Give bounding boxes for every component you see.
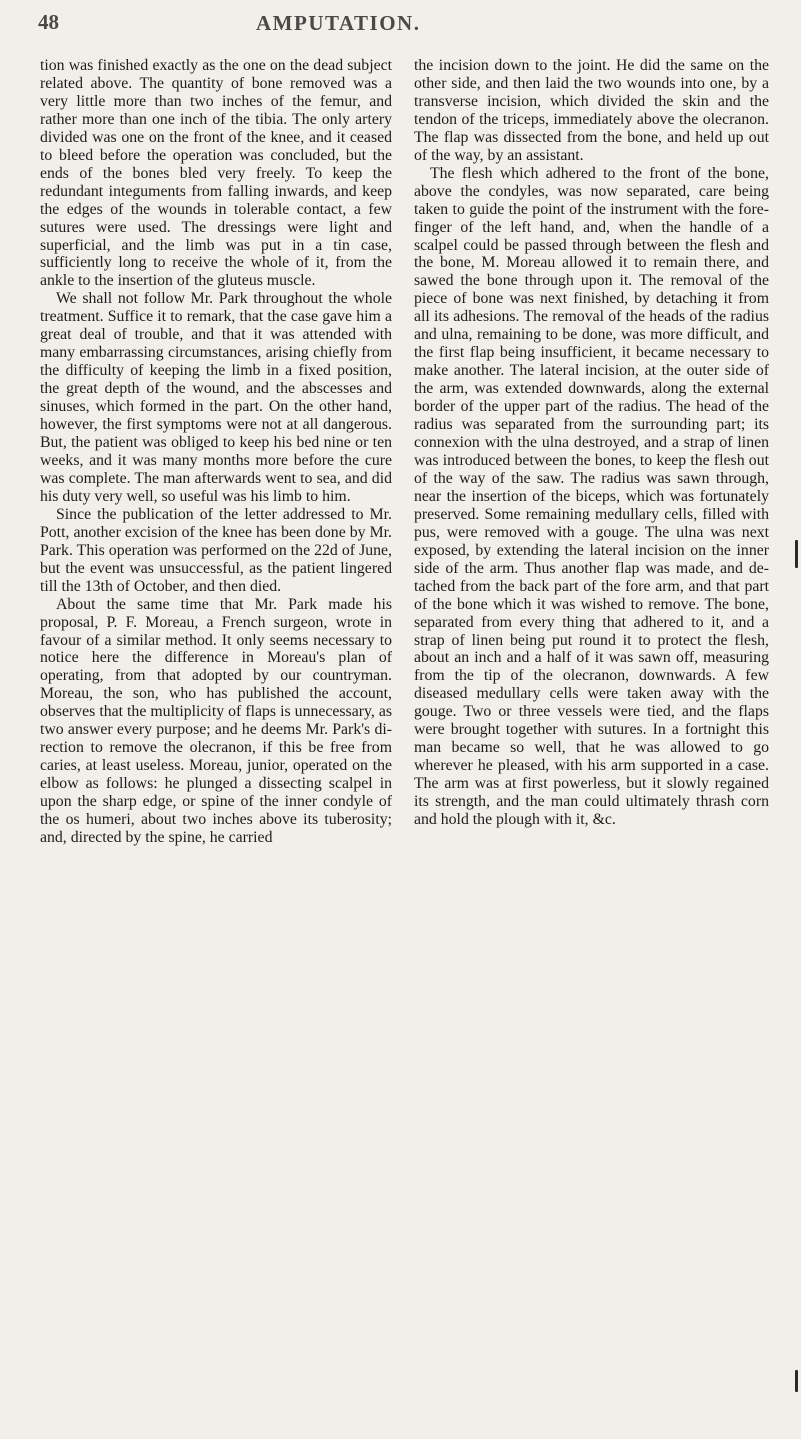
paragraph: Since the publication of the letter addressed to Mr. Pott, another excision of the knee has been done by Mr. Park. This operation was performed on the 22d of June, but the event was unsuccessful, as the patient lingered till the 13th of October, and then died. — [40, 505, 392, 595]
right-column — [414, 57, 769, 829]
paragraph: tion was finished exactly as the one on the dead subject related above. The quantity of bone removed was a very little more than two inches of the femur, and rather more than one inch of the tibia. The only artery divided was one on the front of the knee, and it ceased to bleed before the operation was concluded, but the ends of the bones bled very freely. To keep the redundant integuments from falling inwards, and keep the edges of the wounds in tolerable contact, a few sutures were used. The dressings were light and superficial, and the limb was put in a tin case, sufficiently long to receive the whole of it, from the ankle to the insertion of the gluteus muscle. — [40, 57, 392, 290]
paragraph: the incision down to the joint. He did the same on the other side, and then laid the two wounds into one, by a transverse incision, which divided the skin and the tendon of the triceps, immediately above the olecranon. The flap was dissected from the bone, and held up out of the way, by an assistant. — [414, 57, 769, 164]
paragraph: About the same time that Mr. Park made his proposal, P. F. Moreau, a French surgeon, wrote in favour of a similar method. It only seems necessary to notice here the difference in Moreau's plan of operating, from that adopted by our countryman. Moreau, the son, who has published the account, observes that the multiplicity of flaps is unnecessary, as two answer every purpose; and he deems Mr. Park's direction to remove the olecranon, if this be free from caries, at least useless. Moreau, junior, operated on the elbow as follows: he plunged a dissecting scalpel in upon the sharp edge, or spine of the inner condyle of the os humeri, about two inches above its tuberosity; and, directed by the spine, he carried — [40, 595, 392, 846]
page-header — [0, 10, 801, 50]
running-title: AMPUTATION. — [256, 11, 421, 35]
paragraph: The flesh which adhered to the front of the bone, above the condyles, was now separated, care being taken to guide the point of the instrument with the fore-finger of the left hand, and, when the handle of a scalpel could be passed through between the flesh and the bone, M. Moreau allowed it to remain there, and sawed the bone through upon it. The removal of the piece of bone was next finished, by detaching it from all its adhesions. The removal of the heads of the radius and ulna, remaining to be done, was more difficult, and the first flap being insufficient, it became necessary to make another. The lateral incision, at the outer side of the arm, was extended downwards, along the external border of the upper part of the radius. The head of the radius was separated from the surrounding part; its connexion with the ulna destroyed, and a strap of linen was introduced between the bones, to keep the flesh out of the way of the saw. The radius was sawn through, near the insertion of the biceps, which was fortunately preserved. Some remaining medullary cells, filled with pus, were removed with a gouge. The ulna was next exposed, by extending the lateral incision on the inner side of the arm. Thus another flap was made, and detached from the back part of the fore arm, and that part of the bone which it was wished to remove. The bone, separated from every thing that adhered to it, and a strap of linen being put round it to protect the flesh, about an inch and a half of it was sawn off, measuring from the tip of the olecranon, downwards. A few diseased medullary cells were taken away with the gouge. Two or three vessels were tied, and the flaps were brought together with sutures. In a fortnight this man became so well, that he was allowed to go wherever he pleased, with his arm supported in a case. The arm was at first powerless, but it slowly regained its strength, and the man could ultimately thrash corn and hold the plough with it, &c. — [414, 164, 769, 829]
page-edge-mark — [795, 540, 798, 568]
left-column — [40, 57, 392, 847]
page-number: 48 — [38, 10, 59, 34]
page-edge-mark — [795, 1370, 798, 1392]
paragraph: We shall not follow Mr. Park throughout the whole treatment. Suffice it to remark, that the case gave him a great deal of trouble, and that it was attended with many embarrassing circumstances, arising chiefly from the difficulty of keeping the limb in a fixed position, the great depth of the wound, and the abscesses and sinuses, which formed in the part. On the other hand, however, the first symptoms were not at all dangerous. But, the patient was obliged to keep his bed nine or ten weeks, and it was many months more before the cure was complete. The man afterwards went to sea, and did his duty very well, so useful was his limb to him. — [40, 290, 392, 505]
